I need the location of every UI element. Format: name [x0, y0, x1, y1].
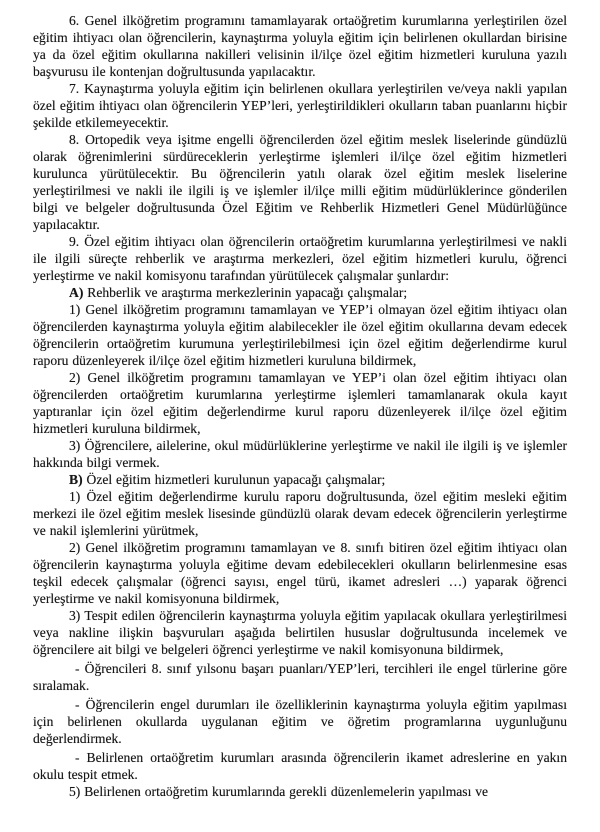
- paragraph: [33, 80, 567, 131]
- paragraph: [33, 437, 567, 471]
- paragraph-text: 1) Özel eğitim değerlendirme kurulu raporu doğrultusunda, özel eğitim mesleki eğitim merkezi ile özel eğitim meslek lisesinde gündüzlü olarak devam edecek öğrencilerin yerleştirme ve nakil işlemlerini yürütmek,: [33, 489, 567, 538]
- paragraph: [33, 233, 567, 284]
- paragraph: [33, 539, 567, 607]
- paragraph: [33, 488, 567, 539]
- document-body: [33, 12, 567, 800]
- paragraph-text: 5) Belirlenen ortaöğretim kurumlarında gerekli düzenlemelerin yapılması ve: [69, 784, 489, 799]
- paragraph-text: - Öğrencileri 8. sınıf yılsonu başarı puanları/YEP’leri, tercihleri ile engel türlerine göre sıralamak.: [33, 661, 567, 693]
- paragraph-text: 1) Genel ilköğretim programını tamamlayan ve YEP’i olmayan özel eğitim ihtiyacı olan öğrencilerden kaynaştırma yoluyla eğitim alabilecekler ile özel eğitim okullarına devam edecek öğrencilerin ortaöğretim kurumuna yerleştirilebilmesi için özel eğitim değerlendirme kurul raporu düzenleyerek il/ilçe özel eğitim hizmetleri kuruluna bildirmek,: [33, 302, 567, 368]
- paragraph: [33, 369, 567, 437]
- paragraph: [33, 749, 567, 783]
- paragraph-text: 2) Genel ilköğretim programını tamamlayan ve YEP’i olan özel eğitim ihtiyacı olan öğrencilerden ortaöğretim kurumlarına yerleştirme işlemleri tamamlanarak okula kayıt yaptıranlar için özel eğitim değerlendirme kurul raporu düzenleyerek il/ilçe özel eğitim hizmetleri kuruluna bildirmek,: [33, 370, 567, 436]
- paragraph-text: 3) Öğrencilere, ailelerine, okul müdürlüklerine yerleştirme ve nakil ile ilgili iş ve işlemler hakkında bilgi vermek.: [33, 438, 567, 470]
- paragraph-text: 6. Genel ilköğretim programını tamamlayarak ortaöğretim kurumlarına yerleştirilen özel eğitim ihtiyacı olan öğrencilerin, kaynaştırma yoluyla eğitim için belirlenen okullardan birisine ya da özel eğitim okullarına nakilleri velisinin il/ilçe özel eğitim hizmetleri kuruluna yazılı başvurusu ile kontenjan doğrultusunda yapılacaktır.: [33, 13, 567, 79]
- paragraph-text: Özel eğitim hizmetleri kurulunun yapacağı çalışmalar;: [86, 472, 386, 487]
- paragraph: [33, 607, 567, 658]
- paragraph-label: A): [69, 285, 88, 300]
- paragraph: [33, 12, 567, 80]
- paragraph-text: 7. Kaynaştırma yoluyla eğitim için belirlenen okullara yerleştirilen ve/veya nakli yapılan özel eğitim ihtiyacı olan öğrencilerin YEP’leri, yerleştirildikleri okulların taban puanlarını hiçbir şekilde etkilemeyecektir.: [33, 81, 567, 130]
- paragraph: [33, 696, 567, 747]
- paragraph-text: - Belirlenen ortaöğretim kurumları arasında öğrencilerin ikamet adreslerine en yakın okulu tespit etmek.: [33, 750, 567, 782]
- paragraph: [33, 131, 567, 233]
- paragraph-text: 9. Özel eğitim ihtiyacı olan öğrencilerin ortaöğretim kurumlarına yerleştirilmesi ve nakli ile ilgili süreçte rehberlik ve araştırma merkezleri, özel eğitim hizmetleri kurulu, öğrenci yerleştirme ve nakil komisyonu tarafından yürütülecek çalışmalar şunlardır:: [33, 234, 567, 283]
- paragraph: [33, 284, 567, 301]
- paragraph-label: B): [69, 472, 87, 487]
- paragraph-text: 3) Tespit edilen öğrencilerin kaynaştırma yoluyla eğitim yapılacak okullara yerleştirilmesi veya nakline ilişkin başvuruları aşağıda belirtilen hususlar doğrultusunda incelemek ve öğrencilere ait bilgi ve belgeleri öğrenci yerleştirme ve nakil komisyonuna bildirmek,: [33, 608, 567, 657]
- paragraph-text: Rehberlik ve araştırma merkezlerinin yapacağı çalışmalar;: [87, 285, 408, 300]
- paragraph-text: 2) Genel ilköğretim programını tamamlayan ve 8. sınıfı bitiren özel eğitim ihtiyacı olan öğrencilerin kaynaştırma yoluyla eğitime devam edebilecekleri okulların belirlenmesine esas teşkil edecek çalışmalar (öğrenci sayısı, engel türü, ikamet adresleri …) yaparak öğrenci yerleştirme ve nakil komisyonuna bildirmek,: [33, 540, 567, 606]
- paragraph: [33, 301, 567, 369]
- paragraph-text: 8. Ortopedik veya işitme engelli öğrencilerden özel eğitim meslek liselerinde gündüzlü olarak öğrenimlerini sürdüreceklerin yerleştirme işlemleri il/ilçe özel eğitim hizmetleri kurulunca yürütülecektir. Bu öğrencilerin yatılı olarak özel eğitim meslek liselerine yerleştirilmesi ve nakli ile ilgili iş ve işlemler il/ilçe milli eğitim müdürlüklerince gönderilen bilgi ve belgeler doğrultusunda Özel Eğitim ve Rehberlik Hizmetleri Genel Müdürlüğünce yapılacaktır.: [33, 132, 567, 232]
- paragraph: [33, 783, 567, 800]
- paragraph: [33, 471, 567, 488]
- paragraph: [33, 660, 567, 694]
- paragraph-text: - Öğrencilerin engel durumları ile özelliklerinin kaynaştırma yoluyla eğitim yapılması için belirlenen okullarda uygulanan eğitim ve öğretim programlarına uygunluğunu değerlendirmek.: [33, 697, 567, 746]
